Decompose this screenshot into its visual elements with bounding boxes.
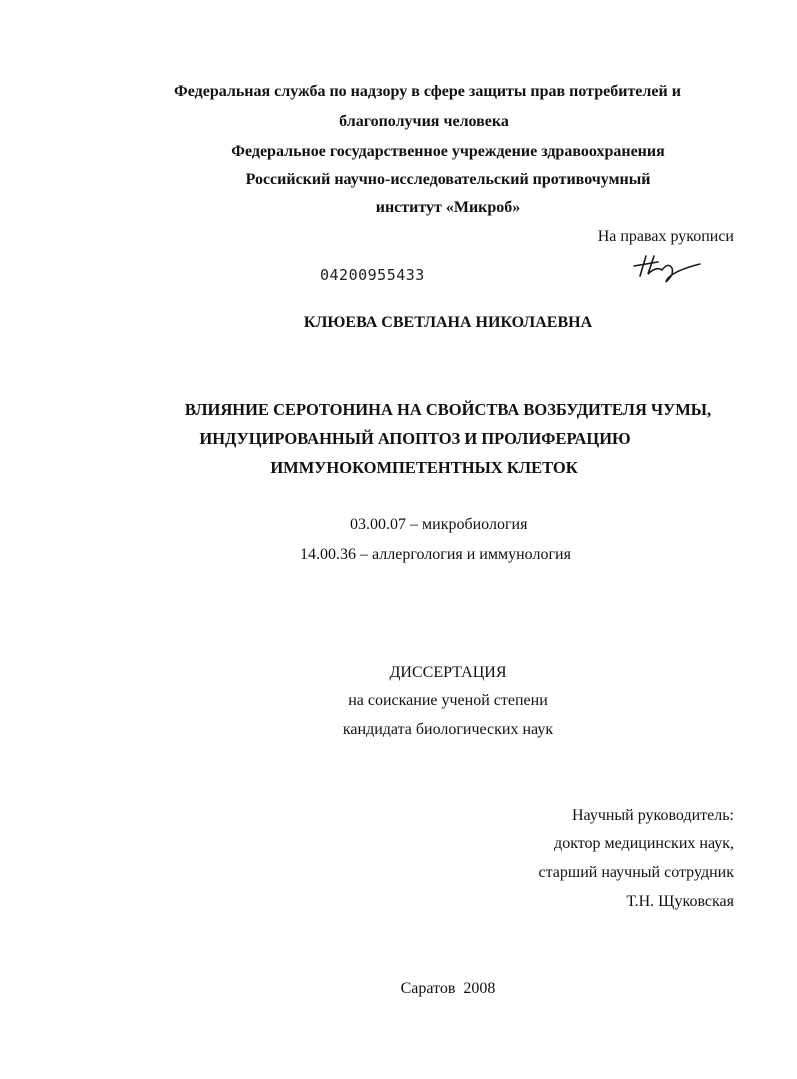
supervisor-name: Т.Н. Щуковская [626,893,734,910]
org-line-2: благополучия человека [339,113,509,130]
registry-number: 04200955433 [320,266,425,284]
title-line-1: ВЛИЯНИЕ СЕРОТОНИНА НА СВОЙСТВА ВОЗБУДИТЕЛЯ ЧУМЫ, [184,400,712,419]
supervisor-position: старший научный сотрудник [538,864,734,881]
org-line-3: Федеральное государственное учреждение здравоохранения [231,143,665,160]
title-line-3: ИММУНОКОМПЕТЕНТНЫХ КЛЕТОК [270,458,578,477]
document-type: ДИССЕРТАЦИЯ [389,664,507,681]
title-line-2: ИНДУЦИРОВАННЫЙ АПОПТОЗ И ПРОЛИФЕРАЦИЮ [199,429,631,448]
author-name: КЛЮЕВА СВЕТЛАНА НИКОЛАЕВНА [303,314,593,331]
signature-icon [632,250,704,286]
org-line-4: Российский научно-исследовательский противочумный [245,171,651,188]
degree-line-2: кандидата биологических наук [342,721,554,738]
city-year: Саратов 2008 [400,980,496,997]
specialty-2: 14.00.36 – аллергология и иммунология [300,546,571,563]
specialty-1: 03.00.07 – микробиология [350,516,528,533]
supervisor-degree: доктор медицинских наук, [554,835,734,852]
supervisor-label: Научный руководитель: [571,807,734,824]
org-line-1: Федеральная служба по надзору в сфере защиты прав потребителей и [174,83,681,100]
manuscript-note: На правах рукописи [597,228,734,245]
degree-line-1: на соискание ученой степени [348,692,548,709]
org-line-5: институт «Микроб» [375,199,521,216]
